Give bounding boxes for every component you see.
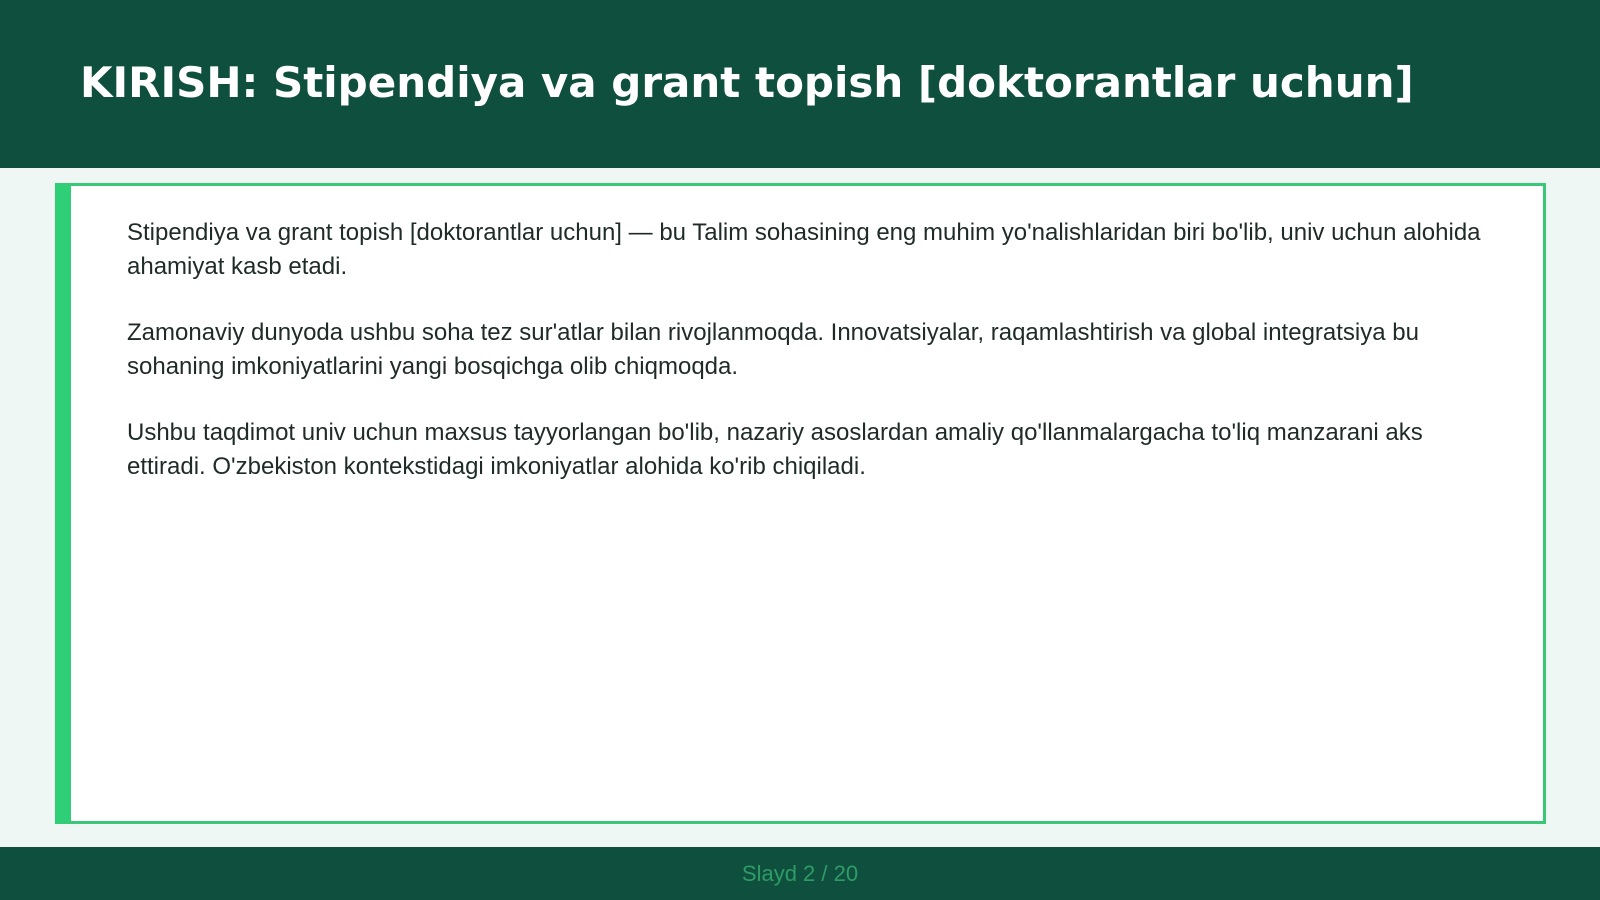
slide-title: KIRISH: Stipendiya va grant topish [doktorantlar uchun] (80, 58, 1414, 107)
intro-paragraph-3: Ushbu taqdimot univ uchun maxsus tayyorlangan bo'lib, nazariy asoslardan amaliy qo'llanmalargacha to'liq manzarani aks ettiradi. O'zbekiston kontekstidagi imkoniyatlar alohida ko'rib chiqiladi. (127, 419, 1423, 480)
intro-paragraph-1: Stipendiya va grant topish [doktorantlar uchun] — bu Talim sohasining eng muhim yo'nalishlaridan biri bo'lib, univ uchun alohida ahamiyat kasb etadi. (127, 219, 1481, 280)
intro-paragraph-2: Zamonaviy dunyoda ushbu soha tez sur'atlar bilan rivojlanmoqda. Innovatsiyalar, raqamlashtirish va global integratsiya bu sohaning imkoniyatlarini yangi bosqichga olib chiqmoqda. (127, 319, 1419, 380)
slide-footer (0, 847, 1600, 900)
content-card (55, 183, 1546, 824)
slide-header (0, 0, 1600, 168)
slide-counter: Slayd 2 / 20 (741, 861, 859, 886)
